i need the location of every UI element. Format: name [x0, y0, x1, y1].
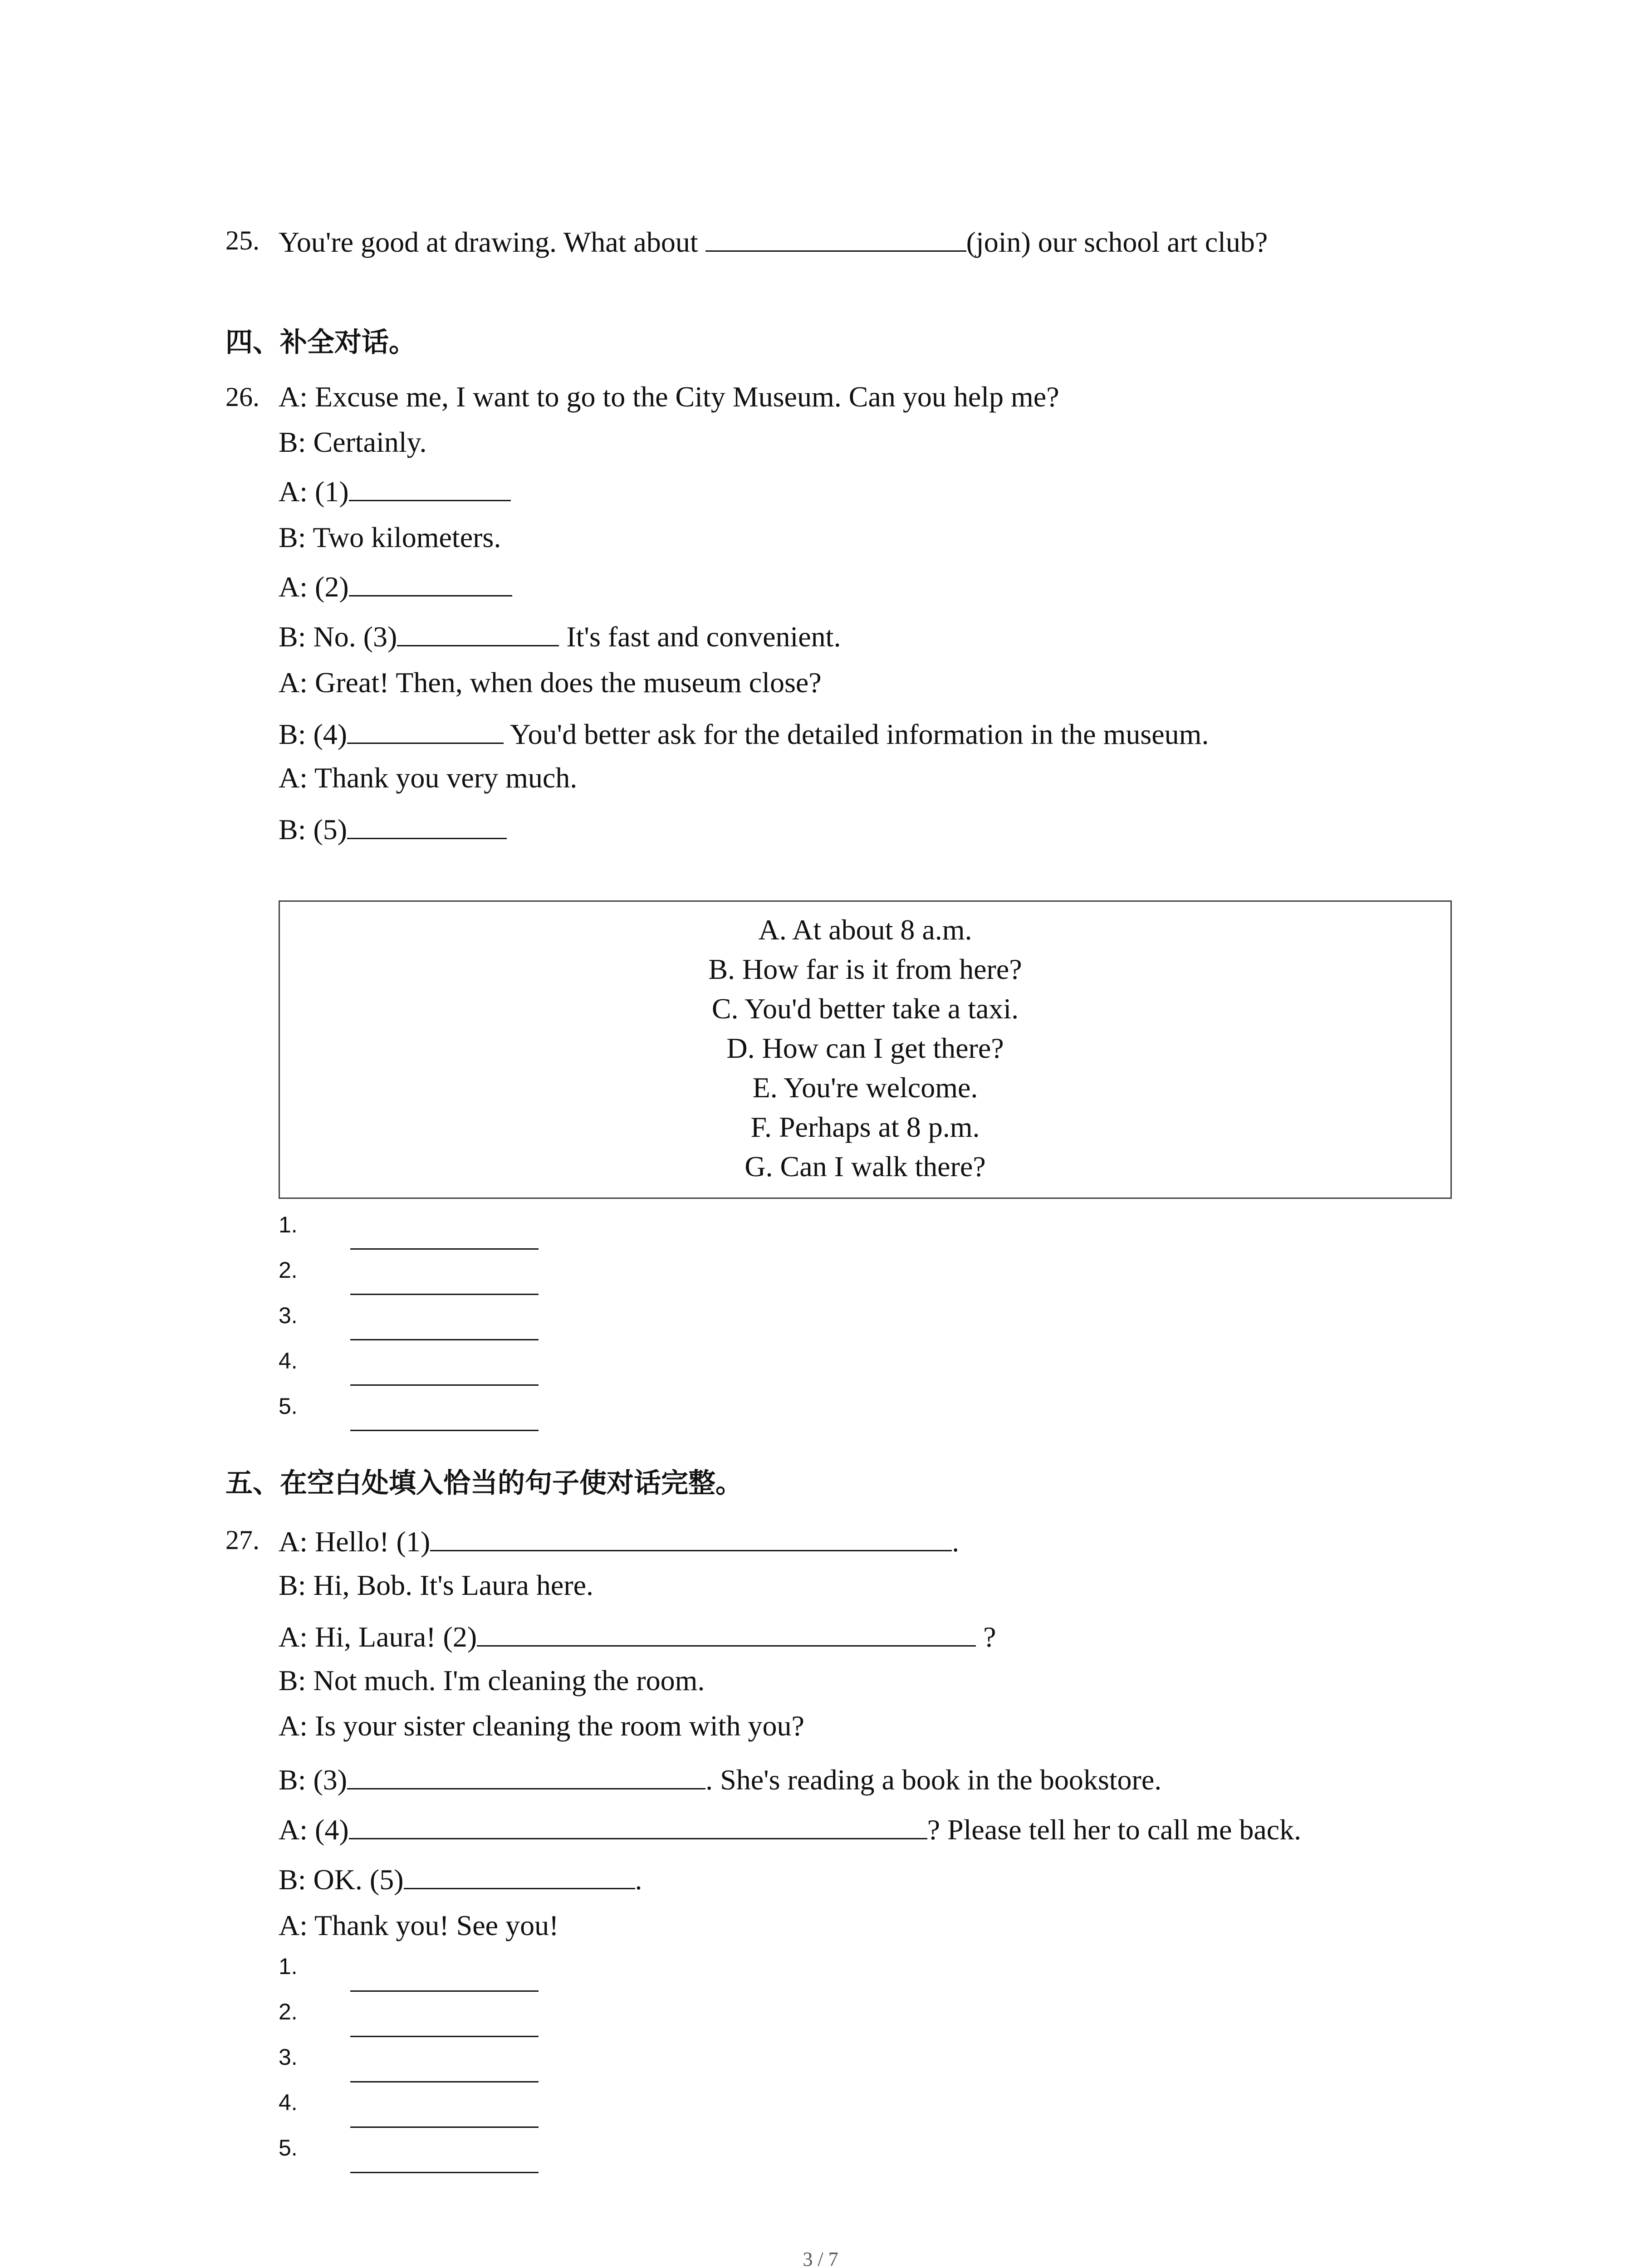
dialogue-line [279, 714, 1209, 753]
fill-blank[interactable] [349, 1810, 927, 1839]
section-heading: 四、补全对话。 [225, 327, 416, 358]
answer-blank[interactable] [350, 1990, 539, 1992]
question-text: You're good at drawing. What about [279, 226, 705, 258]
answer-number: 5. [279, 1393, 298, 1419]
answer-number: 5. [279, 2135, 298, 2160]
fill-blank[interactable] [349, 567, 512, 596]
answer-blank[interactable] [350, 1339, 539, 1340]
fill-blank[interactable] [705, 222, 966, 252]
option-item: E. You're welcome. [752, 1071, 978, 1104]
question-text: (join) our school art club? [966, 226, 1268, 258]
fill-blank[interactable] [347, 1760, 705, 1789]
answer-blank[interactable] [350, 2036, 539, 2037]
dialogue-text: A: (4) [279, 1813, 349, 1846]
answer-number: 3. [279, 2044, 298, 2070]
fill-blank[interactable] [397, 617, 559, 646]
dialogue-line: A: Thank you very much. [279, 762, 578, 794]
dialogue-text: A: (2) [279, 571, 349, 603]
answer-number: 2. [279, 1257, 298, 1283]
dialogue-text: You'd better ask for the detailed information in the museum. [504, 718, 1209, 750]
options-box [279, 900, 1452, 1199]
dialogue-text: A: (1) [279, 475, 349, 508]
answer-blank[interactable] [350, 1430, 539, 1431]
fill-blank[interactable] [430, 1522, 952, 1551]
dialogue-text: It's fast and convenient. [559, 621, 841, 653]
option-item: A. At about 8 a.m. [758, 914, 972, 946]
dialogue-text: ? [976, 1621, 996, 1653]
dialogue-line [279, 617, 841, 655]
fill-blank[interactable] [477, 1617, 976, 1647]
answer-number: 4. [279, 1348, 298, 1374]
option-item: D. How can I get there? [726, 1032, 1004, 1064]
answer-blank[interactable] [350, 2081, 539, 2082]
dialogue-line: A: Thank you! See you! [279, 1909, 559, 1941]
dialogue-line: B: Hi, Bob. It's Laura here. [279, 1569, 594, 1601]
fill-blank[interactable] [404, 1860, 635, 1889]
answer-blank[interactable] [350, 1384, 539, 1386]
dialogue-text: A: Hi, Laura! (2) [279, 1621, 477, 1653]
answer-blank[interactable] [350, 2172, 539, 2173]
dialogue-line: A: Is your sister cleaning the room with you? [279, 1710, 804, 1742]
dialogue-line [279, 1810, 1301, 1848]
dialogue-line [279, 1860, 642, 1898]
answer-number: 1. [279, 1954, 298, 1979]
answer-number: 3. [279, 1303, 298, 1328]
fill-blank[interactable] [347, 810, 507, 839]
answer-number: 1. [279, 1212, 298, 1237]
question-number: 25. [225, 225, 260, 255]
dialogue-text: B: No. (3) [279, 621, 397, 653]
dialogue-text: . [635, 1863, 642, 1896]
dialogue-line [279, 1522, 959, 1560]
dialogue-line: B: Certainly. [279, 426, 427, 458]
dialogue-text: B: (3) [279, 1764, 348, 1796]
page-number: 3 / 7 [803, 2248, 838, 2268]
question-number: 27. [225, 1525, 260, 1555]
answer-blank[interactable] [350, 2126, 539, 2128]
fill-blank[interactable] [347, 714, 504, 744]
dialogue-text: B: OK. (5) [279, 1863, 404, 1896]
fill-blank[interactable] [349, 472, 511, 501]
question-25 [279, 222, 1268, 260]
dialogue-line [279, 472, 511, 510]
dialogue-text: ? Please tell her to call me back. [927, 1813, 1302, 1846]
question-number: 26. [225, 382, 260, 412]
dialogue-line [279, 567, 512, 605]
dialogue-line [279, 1617, 996, 1655]
dialogue-text: B: (5) [279, 813, 348, 846]
dialogue-text: B: (4) [279, 718, 348, 750]
option-item: C. You'd better take a taxi. [711, 992, 1019, 1025]
option-item: F. Perhaps at 8 p.m. [750, 1111, 980, 1143]
answer-number: 4. [279, 2090, 298, 2115]
dialogue-text: A: Hello! (1) [279, 1525, 431, 1558]
option-item: G. Can I walk there? [745, 1150, 986, 1183]
dialogue-line [279, 1760, 1161, 1798]
answer-blank[interactable] [350, 1294, 539, 1295]
dialogue-line: B: Two kilometers. [279, 521, 501, 553]
dialogue-text: . [952, 1525, 960, 1558]
dialogue-line [279, 810, 507, 848]
option-item: B. How far is it from here? [708, 953, 1022, 985]
dialogue-line: A: Great! Then, when does the museum close? [279, 666, 822, 699]
dialogue-line: B: Not much. I'm cleaning the room. [279, 1664, 705, 1696]
dialogue-text: . She's reading a book in the bookstore. [705, 1764, 1162, 1796]
answer-blank[interactable] [350, 1248, 539, 1250]
section-heading: 五、在空白处填入恰当的句子使对话完整。 [225, 1467, 743, 1499]
answer-number: 2. [279, 1999, 298, 2024]
dialogue-line: A: Excuse me, I want to go to the City Museum. Can you help me? [279, 381, 1059, 413]
